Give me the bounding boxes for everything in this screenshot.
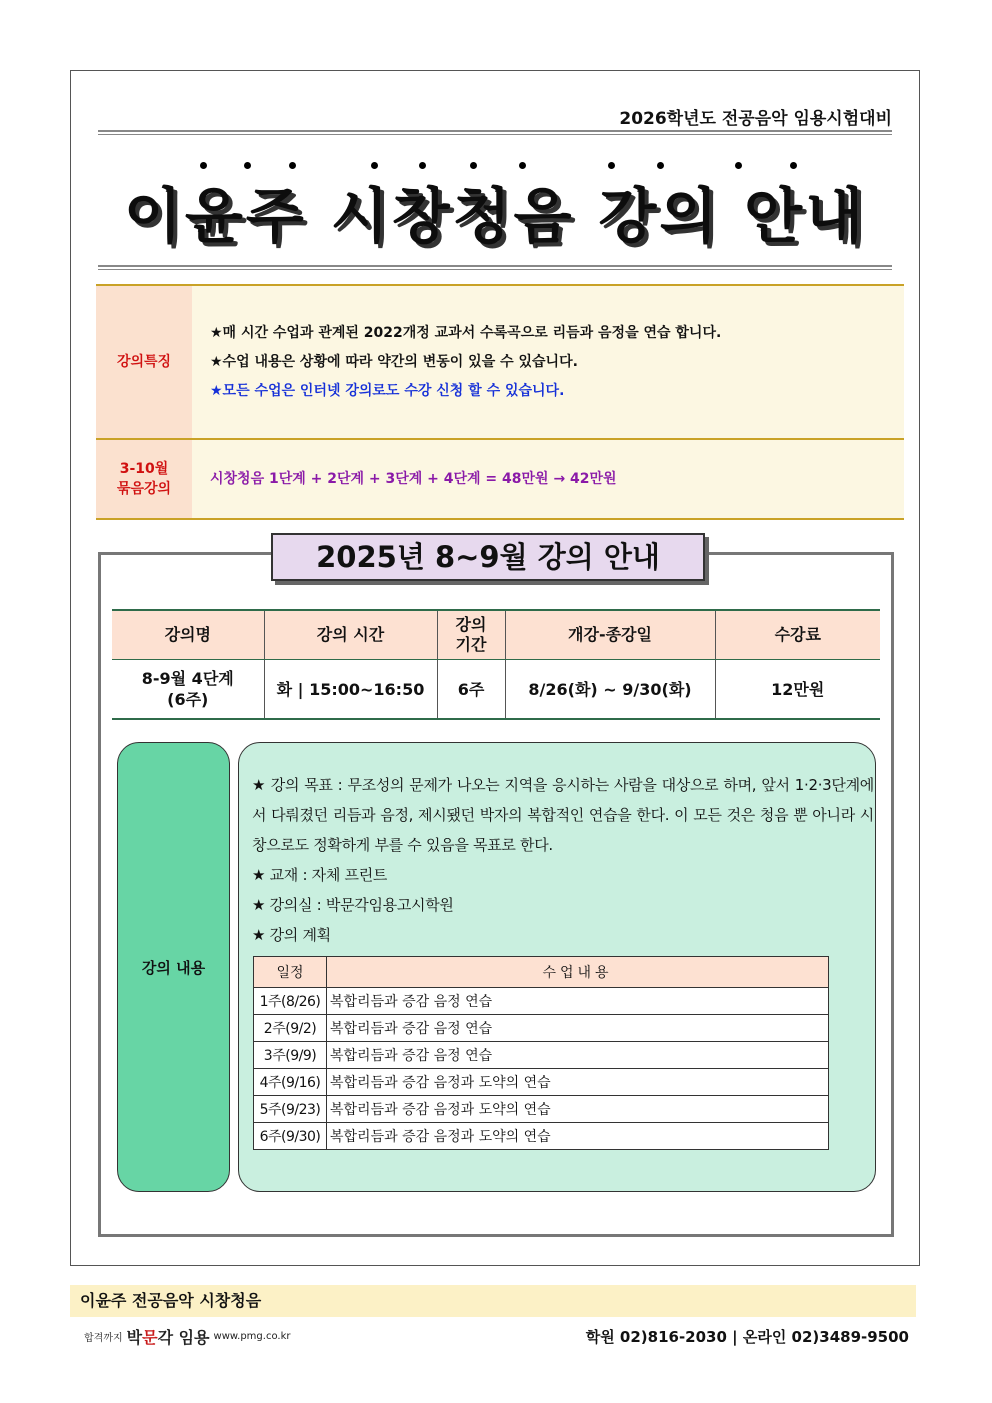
schedule-header-cell: 강의 시간	[264, 610, 437, 660]
features-label: 강의특징	[96, 286, 192, 438]
course-period-cell: 6주	[437, 660, 505, 720]
feature-line-3: ★모든 수업은 인터넷 강의로도 수강 신청 할 수 있습니다.	[210, 382, 565, 399]
plan-desc: 복합리듬과 증감 음정과 도약의 연습	[327, 1069, 829, 1096]
plan-desc: 복합리듬과 증감 음정 연습	[327, 988, 829, 1015]
course-dates-cell: 8/26(화) ~ 9/30(화)	[505, 660, 715, 720]
bundle-label-line1: 3-10월	[119, 461, 169, 477]
logo-brand-b: 문	[142, 1327, 158, 1347]
plan-desc: 복합리듬과 증감 음정 연습	[327, 1042, 829, 1069]
feature-line-1: ★매 시간 수업과 관계된 2022개정 교과서 수록곡으로 리듬과 음정을 연습 합니다.	[210, 324, 722, 341]
logo-brand	[127, 1325, 210, 1348]
plan-row	[254, 988, 829, 1015]
bundle-row	[96, 440, 904, 518]
logo-prefix: 합격까지	[84, 1332, 123, 1344]
logo-url[interactable]: www.pmg.co.kr	[213, 1330, 291, 1342]
logo-brand-c: 각 임용	[157, 1327, 210, 1347]
course-name-cell	[112, 660, 264, 720]
bundle-body	[192, 440, 904, 518]
lecture-goal: ★ 강의 목표 : 무조성의 문제가 나오는 지역을 응시하는 사람을 대상으로 하며, 앞서 1·2·3단계에서 다뤄졌던 리듬과 음정, 제시됐던 박자의 복합적인 연습을 한다. 이 모든 것은 청음 뿐 아니라 시창으로도 정확하게 부를 수 있음을 목표로 한다.	[252, 776, 874, 854]
schedule-header-cell: 개강-종강일	[505, 610, 715, 660]
contact-info: 학원 02)816-2030 | 온라인 02)3489-9500	[585, 1328, 909, 1346]
lecture-plan-label: ★ 강의 계획	[252, 926, 331, 944]
plan-week: 6주(9/30)	[254, 1123, 327, 1150]
footer-bar: 이윤주 전공음악 시창청음	[70, 1285, 916, 1317]
features-body	[192, 286, 904, 438]
schedule-header-cell: 강의 기간	[437, 610, 505, 660]
bundle-price-text: 시창청음 1단계 + 2단계 + 3단계 + 4단계 = 48만원 → 42만원	[210, 470, 617, 487]
plan-header-cell: 수업내용	[327, 957, 829, 988]
schedule-header-row	[112, 610, 880, 660]
course-name: 8-9월 4단계	[141, 669, 234, 688]
course-fee-cell: 12만원	[715, 660, 880, 720]
plan-row	[254, 1042, 829, 1069]
bundle-label	[96, 440, 192, 518]
exam-year-line: 2026학년도 전공음악 임용시험대비	[619, 109, 892, 129]
plan-week: 2주(9/2)	[254, 1015, 327, 1042]
plan-week: 4주(9/16)	[254, 1069, 327, 1096]
plan-row	[254, 1123, 829, 1150]
plan-row	[254, 1015, 829, 1042]
plan-week: 1주(8/26)	[254, 988, 327, 1015]
pmg-logo[interactable]	[84, 1325, 290, 1347]
plan-week: 5주(9/23)	[254, 1096, 327, 1123]
header-rule-top	[98, 130, 892, 135]
plan-row	[254, 1069, 829, 1096]
schedule-row	[112, 660, 880, 720]
plan-desc: 복합리듬과 증감 음정과 도약의 연습	[327, 1096, 829, 1123]
section-title: 2025년 8~9월 강의 안내	[271, 533, 705, 581]
schedule-header-cell: 수강료	[715, 610, 880, 660]
plan-header-cell: 일정	[254, 957, 327, 988]
bundle-label-line2: 묶음강의	[116, 481, 172, 497]
logo-brand-a: 박	[126, 1327, 143, 1347]
plan-header-row	[254, 957, 829, 988]
header-rule-bottom	[98, 265, 892, 270]
page-title: 이윤주 시창청음 강의 안내	[123, 182, 867, 252]
lecture-plan-table	[253, 956, 829, 1150]
schedule-table	[112, 609, 880, 720]
plan-week: 3주(9/9)	[254, 1042, 327, 1069]
plan-desc: 복합리듬과 증감 음정과 도약의 연습	[327, 1123, 829, 1150]
content-text	[252, 770, 874, 950]
plan-desc: 복합리듬과 증감 음정 연습	[327, 1015, 829, 1042]
lecture-textbook: ★ 교재 : 자체 프린트	[252, 866, 388, 884]
course-weeks: (6주)	[167, 690, 209, 709]
plan-row	[254, 1096, 829, 1123]
schedule-header-cell: 강의명	[112, 610, 264, 660]
course-time-cell: 화 | 15:00~16:50	[264, 660, 437, 720]
info-panel	[96, 284, 904, 520]
features-row	[96, 286, 904, 440]
content-label: 강의 내용	[117, 742, 230, 1192]
lecture-room: ★ 강의실 : 박문각임용고시학원	[252, 896, 454, 914]
feature-line-2: ★수업 내용은 상황에 따라 약간의 변동이 있을 수 있습니다.	[210, 353, 578, 370]
